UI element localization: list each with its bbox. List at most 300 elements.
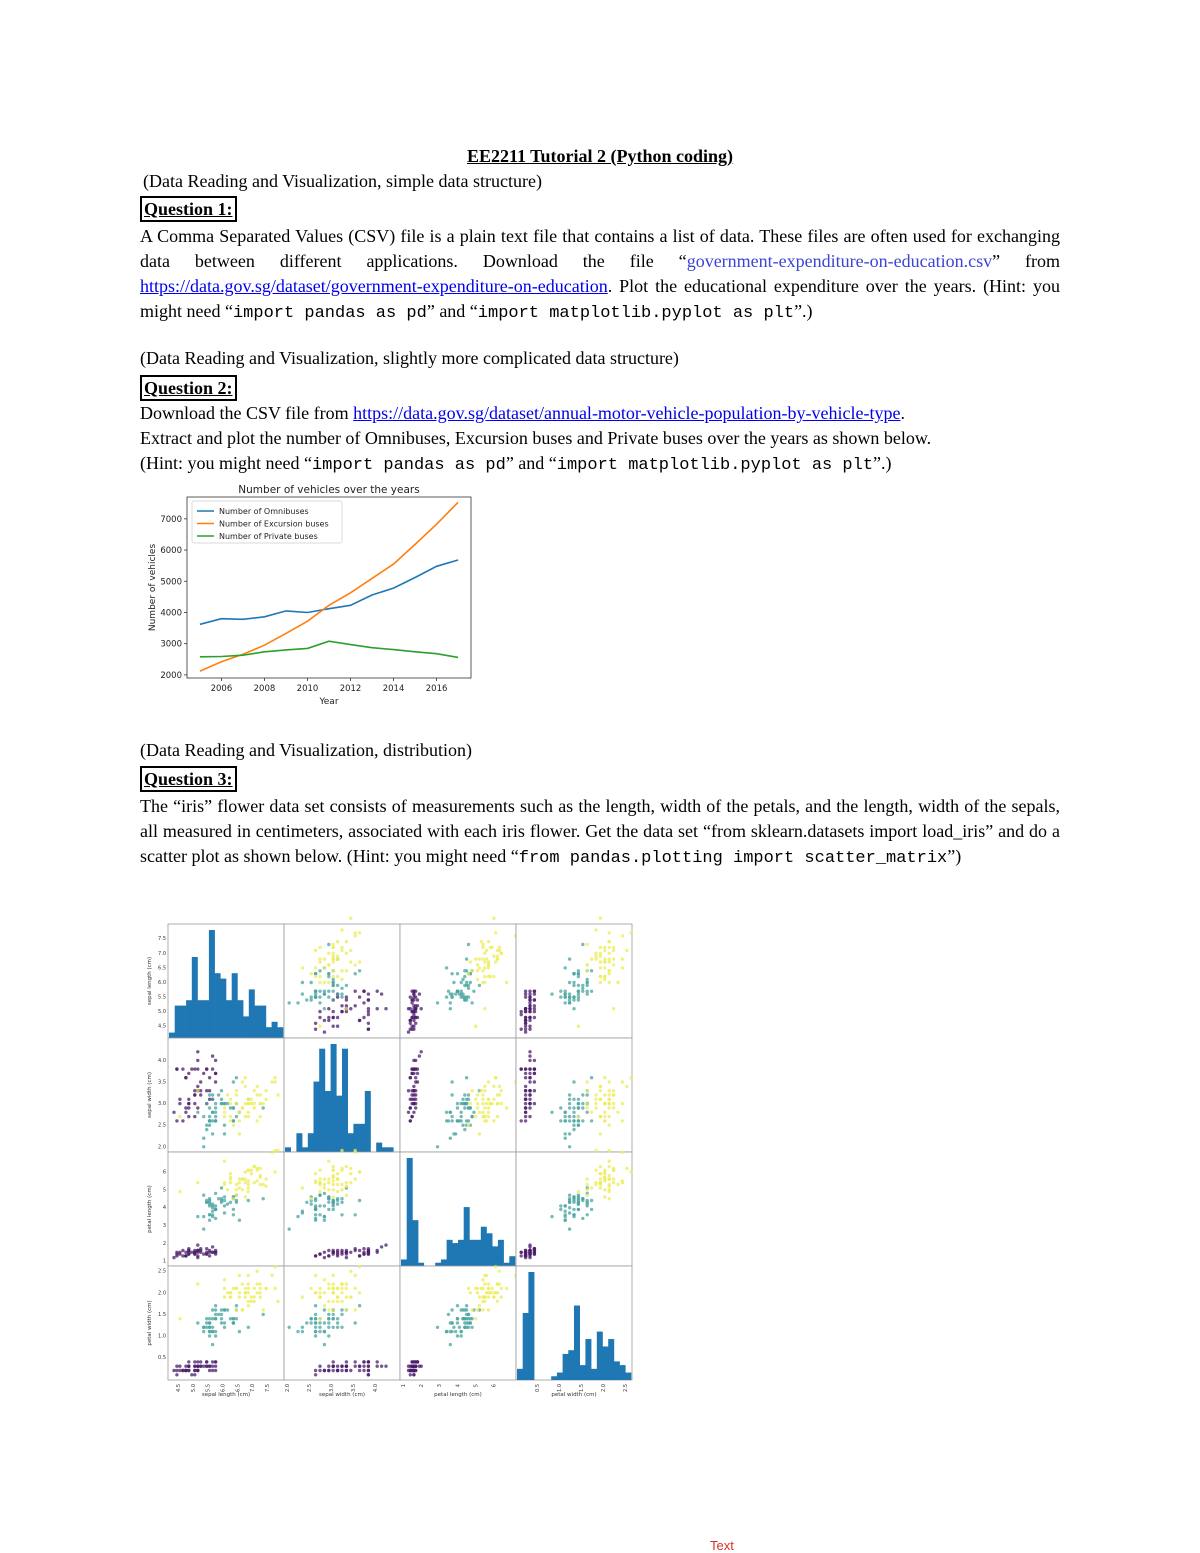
scatter-point	[310, 1202, 313, 1205]
scatter-point	[340, 1369, 343, 1372]
scatter-point	[533, 1059, 536, 1062]
scatter-point	[568, 957, 571, 960]
scatter-point	[250, 1172, 253, 1175]
scatter-point	[410, 998, 413, 1001]
y-tick-label: 6.5	[158, 965, 166, 972]
scatter-point	[244, 1177, 247, 1180]
scatter-point	[564, 1215, 567, 1218]
scatter-point	[524, 1115, 527, 1118]
scatter-point	[336, 955, 339, 958]
scatter-point	[572, 1195, 575, 1198]
scatter-point	[340, 946, 343, 949]
scatter-point	[184, 1251, 187, 1254]
scatter-point	[367, 1360, 370, 1363]
scatter-point	[181, 1254, 184, 1257]
scatter-point	[178, 1102, 181, 1105]
scatter-point	[314, 1213, 317, 1216]
scatter-point	[226, 1202, 229, 1205]
scatter-point	[253, 1287, 256, 1290]
scatter-point	[340, 1365, 343, 1368]
y-tick-label: 2.5	[158, 1122, 166, 1129]
scatter-point	[336, 992, 339, 995]
scatter-point	[217, 1313, 220, 1316]
histogram-bar	[232, 973, 238, 1038]
scatter-point	[327, 1254, 330, 1257]
scatter-point	[208, 1213, 211, 1216]
scatter-point	[608, 931, 611, 934]
scatter-point	[533, 1004, 536, 1007]
histogram-bar	[353, 1124, 359, 1152]
scatter-point	[492, 1291, 495, 1294]
q1-dataset-link[interactable]: https://data.gov.sg/dataset/government-expenditure-on-education	[140, 276, 608, 296]
scatter-point	[612, 1089, 615, 1092]
scatter-point	[190, 1373, 193, 1376]
scatter-point	[603, 1195, 606, 1198]
scatter-point	[496, 1282, 499, 1285]
histogram-bar	[285, 1147, 291, 1152]
scatter-point	[577, 1025, 580, 1028]
y-tick-label: 1.5	[158, 1311, 166, 1318]
scatter-point	[235, 1093, 238, 1096]
scatter-point	[470, 1089, 473, 1092]
scatter-point	[327, 1016, 330, 1019]
scatter-point	[214, 1330, 217, 1333]
scatter-point	[608, 1124, 611, 1127]
scatter-point	[528, 1106, 531, 1109]
scatter-point	[340, 928, 343, 931]
scatter-point	[450, 1080, 453, 1083]
scatter-point	[332, 1202, 335, 1205]
scatter-point	[327, 1177, 330, 1180]
scatter-point	[336, 984, 339, 987]
scatter-point	[332, 1365, 335, 1368]
scatter-point	[310, 1321, 313, 1324]
scatter-point	[301, 1211, 304, 1214]
scatter-point	[327, 963, 330, 966]
scatter-point	[481, 946, 484, 949]
scatter-point	[572, 1115, 575, 1118]
scatter-point	[314, 1028, 317, 1031]
scatter-point	[354, 1360, 357, 1363]
scatter-point	[214, 1369, 217, 1372]
scatter-point	[608, 1089, 611, 1092]
scatter-point	[481, 1093, 484, 1096]
matrix-cell	[284, 917, 400, 1039]
scatter-point	[524, 1030, 527, 1033]
scatter-point	[220, 1089, 223, 1092]
scatter-point	[247, 1282, 250, 1285]
scatter-point	[445, 1330, 448, 1333]
scatter-point	[226, 1093, 229, 1096]
scatter-point	[327, 1282, 330, 1285]
scatter-point	[533, 1067, 536, 1070]
scatter-point	[247, 1287, 250, 1290]
scatter-point	[202, 1326, 205, 1329]
scatter-point	[461, 1308, 464, 1311]
scatter-point	[196, 1181, 199, 1184]
scatter-point	[336, 940, 339, 943]
q1-text: ” and “	[426, 301, 478, 321]
scatter-point	[296, 1330, 299, 1333]
q2-text: ” and “	[505, 453, 557, 473]
scatter-point	[412, 995, 415, 998]
scatter-point	[524, 1102, 527, 1105]
q3-text: The “iris” flower data set consists of measurements such as the length, width of the petals, and the length, width of the sepals, all measured in centimeters, associated with each iris flower. Get the data set “from sklearn.datasets import load_iris” and do a scatter plot as shown below. (Hint: you might need “	[140, 796, 1060, 866]
scatter-point	[323, 1192, 326, 1195]
scatter-point	[505, 1287, 508, 1290]
y-tick-label: 2.0	[158, 1290, 166, 1297]
scatter-point	[524, 1256, 527, 1259]
histogram-bar	[447, 1240, 453, 1266]
scatter-point	[232, 1106, 235, 1109]
scatter-point	[220, 1317, 223, 1320]
scatter-point	[496, 1093, 499, 1096]
scatter-point	[349, 960, 352, 963]
scatter-point	[214, 1111, 217, 1114]
scatter-point	[332, 975, 335, 978]
scatter-point	[533, 1102, 536, 1105]
scatter-point	[492, 1119, 495, 1122]
scatter-point	[211, 1245, 214, 1248]
scatter-point	[599, 975, 602, 978]
histogram-bar	[441, 1259, 447, 1266]
scatter-point	[594, 1149, 597, 1152]
scatter-point	[181, 1119, 184, 1122]
scatter-point	[564, 1119, 567, 1122]
scatter-point	[412, 992, 415, 995]
scatter-point	[205, 1360, 208, 1363]
scatter-point	[528, 1025, 531, 1028]
scatter-point	[340, 987, 343, 990]
scatter-point	[564, 966, 567, 969]
scatter-point	[362, 1360, 365, 1363]
scatter-point	[559, 995, 562, 998]
scatter-point	[241, 1106, 244, 1109]
scatter-point	[445, 1111, 448, 1114]
scatter-point	[581, 987, 584, 990]
scatter-point	[223, 1102, 226, 1105]
scatter-point	[568, 1119, 571, 1122]
scatter-point	[332, 1282, 335, 1285]
scatter-point	[340, 969, 343, 972]
scatter-point	[187, 1365, 190, 1368]
scatter-point	[273, 1170, 276, 1173]
scatter-point	[590, 1111, 593, 1114]
scatter-point	[178, 1369, 181, 1372]
scatter-point	[410, 1115, 413, 1118]
scatter-point	[500, 1295, 503, 1298]
scatter-point	[418, 992, 421, 995]
scatter-point	[327, 975, 330, 978]
scatter-point	[256, 1282, 259, 1285]
scatter-point	[478, 984, 481, 987]
scatter-point	[193, 1369, 196, 1372]
scatter-point	[524, 1085, 527, 1088]
q2-dataset-link[interactable]: https://data.gov.sg/dataset/annual-motor-vehicle-population-by-vehicle-type	[353, 403, 901, 423]
q1-subtitle: (Data Reading and Visualization, simple data structure)	[143, 171, 542, 191]
y-tick-label: 4	[162, 1205, 166, 1212]
scatter-point	[608, 972, 611, 975]
scatter-point	[235, 1076, 238, 1079]
scatter-point	[318, 1326, 321, 1329]
scatter-point	[332, 1274, 335, 1277]
histogram-bar	[175, 1006, 181, 1038]
scatter-point	[314, 1334, 317, 1337]
scatter-point	[586, 1080, 589, 1083]
scatter-point	[456, 1317, 459, 1320]
scatter-point	[223, 1124, 226, 1127]
scatter-point	[489, 946, 492, 949]
scatter-point	[196, 1365, 199, 1368]
scatter-point	[630, 931, 633, 934]
scatter-point	[262, 1106, 265, 1109]
scatter-point	[572, 1119, 575, 1122]
scatter-point	[528, 1054, 531, 1057]
scatter-point	[409, 1022, 412, 1025]
scatter-point	[229, 1291, 232, 1294]
scatter-point	[273, 1265, 276, 1268]
scatter-point	[354, 1287, 357, 1290]
scatter-point	[454, 992, 457, 995]
scatter-point	[452, 1326, 455, 1329]
scatter-point	[496, 949, 499, 952]
scatter-point	[603, 946, 606, 949]
scatter-point	[564, 1219, 567, 1222]
x-tick-label: 2006	[210, 684, 233, 694]
scatter-point	[520, 1067, 523, 1070]
scatter-point	[208, 1330, 211, 1333]
scatter-point	[318, 1016, 321, 1019]
scatter-point	[528, 990, 531, 993]
scatter-point	[208, 1115, 211, 1118]
scatter-point	[318, 1330, 321, 1333]
scatter-point	[214, 1102, 217, 1105]
scatter-point	[262, 1183, 265, 1186]
scatter-point	[238, 1291, 241, 1294]
scatter-point	[208, 1219, 211, 1222]
scatter-point	[564, 992, 567, 995]
x-tick-label: 4.0	[373, 1384, 380, 1392]
scatter-point	[232, 1287, 235, 1290]
scatter-point	[528, 1115, 531, 1118]
scatter-point	[528, 1010, 531, 1013]
scatter-point	[496, 1102, 499, 1105]
scatter-point	[327, 1195, 330, 1198]
scatter-point	[528, 1098, 531, 1101]
scatter-point	[354, 1249, 357, 1252]
scatter-point	[187, 1106, 190, 1109]
scatter-point	[456, 1106, 459, 1109]
scatter-point	[354, 934, 357, 937]
scatter-point	[199, 1365, 202, 1368]
scatter-point	[590, 1119, 593, 1122]
y-tick-label: 7.5	[158, 936, 166, 943]
scatter-point	[528, 1102, 531, 1105]
scatter-point	[175, 1373, 178, 1376]
scatter-point	[581, 1102, 584, 1105]
scatter-point	[358, 1249, 361, 1252]
scatter-point	[414, 1076, 417, 1079]
scatter-point	[572, 981, 575, 984]
scatter-point	[345, 1010, 348, 1013]
scatter-point	[226, 1291, 229, 1294]
scatter-point	[223, 1287, 226, 1290]
scatter-point	[412, 1373, 415, 1376]
legend	[192, 501, 342, 543]
scatter-point	[247, 1291, 250, 1294]
scatter-point	[594, 1098, 597, 1101]
scatter-point	[533, 1247, 536, 1250]
scatter-point	[492, 1098, 495, 1101]
scatter-point	[178, 1365, 181, 1368]
scatter-point	[214, 1208, 217, 1211]
scatter-point	[214, 1119, 217, 1122]
matrix-cell	[400, 1038, 519, 1152]
y-tick-label: 4.0	[158, 1057, 166, 1064]
scatter-point	[528, 1004, 531, 1007]
scatter-point	[327, 1321, 330, 1324]
scatter-point	[229, 1172, 232, 1175]
scatter-point	[362, 1001, 365, 1004]
scatter-point	[208, 1119, 211, 1122]
scatter-point	[581, 984, 584, 987]
q2-code-matplotlib: import matplotlib.pyplot as plt	[556, 456, 874, 475]
scatter-point	[409, 995, 412, 998]
histogram-bar	[620, 1365, 626, 1380]
scatter-point	[533, 998, 536, 1001]
scatter-point	[414, 1102, 417, 1105]
scatter-point	[362, 1252, 365, 1255]
scatter-point	[416, 998, 419, 1001]
scatter-point	[409, 1098, 412, 1101]
histogram-bar	[272, 1022, 278, 1038]
scatter-point	[226, 1102, 229, 1105]
scatter-point	[500, 1102, 503, 1105]
scatter-point	[196, 1360, 199, 1363]
histogram-bar	[359, 1124, 365, 1152]
x-tick-label: 2008	[253, 684, 276, 694]
scatter-point	[476, 978, 479, 981]
scatter-point	[358, 969, 361, 972]
scatter-point	[564, 1001, 567, 1004]
scatter-point	[476, 1308, 479, 1311]
scatter-point	[310, 1287, 313, 1290]
scatter-point	[476, 1102, 479, 1105]
scatter-point	[572, 984, 575, 987]
scatter-point	[327, 952, 330, 955]
scatter-point	[467, 1093, 470, 1096]
scatter-point	[414, 1089, 417, 1092]
scatter-point	[211, 1369, 214, 1372]
scatter-point	[208, 1365, 211, 1368]
scatter-point	[305, 1321, 308, 1324]
scatter-point	[533, 992, 536, 995]
scatter-point	[336, 1177, 339, 1180]
scatter-point	[196, 1085, 199, 1088]
scatter-point	[332, 952, 335, 955]
scatter-point	[460, 992, 463, 995]
scatter-point	[220, 1308, 223, 1311]
scatter-point	[288, 1326, 291, 1329]
scatter-point	[314, 966, 317, 969]
scatter-point	[205, 1201, 208, 1204]
scatter-point	[599, 1098, 602, 1101]
scatter-point	[376, 1007, 379, 1010]
scatter-point	[564, 1111, 567, 1114]
scatter-point	[465, 1304, 468, 1307]
scatter-point	[327, 1019, 330, 1022]
scatter-point	[264, 1287, 267, 1290]
scatter-point	[314, 1179, 317, 1182]
scatter-point	[318, 960, 321, 963]
q2-text: .	[900, 403, 905, 423]
scatter-point	[323, 1308, 326, 1311]
q3-paragraph	[140, 794, 1060, 871]
scatter-point	[412, 1067, 415, 1070]
scatter-point	[465, 981, 468, 984]
scatter-point	[487, 1282, 490, 1285]
scatter-point	[581, 1093, 584, 1096]
scatter-point	[608, 1177, 611, 1180]
scatter-point	[193, 1067, 196, 1070]
scatter-point	[410, 1093, 413, 1096]
scatter-point	[449, 1137, 452, 1140]
scatter-point	[196, 1249, 199, 1252]
scatter-point	[318, 1194, 321, 1197]
scatter-point	[568, 1115, 571, 1118]
scatter-point	[603, 960, 606, 963]
scatter-point	[416, 1004, 419, 1007]
scatter-point	[301, 1295, 304, 1298]
scatter-point	[608, 946, 611, 949]
scatter-point	[327, 1326, 330, 1329]
x-tick-label: 1	[400, 1384, 407, 1388]
scatter-point	[247, 1199, 250, 1202]
scatter-point	[323, 990, 326, 993]
scatter-point	[199, 1080, 202, 1083]
x-tick-label: 3	[437, 1384, 444, 1388]
y-tick-label: 1.0	[158, 1333, 166, 1340]
scatter-point	[528, 1080, 531, 1083]
scatter-point	[349, 1181, 352, 1184]
scatter-point	[244, 1295, 247, 1298]
scatter-point	[187, 1252, 190, 1255]
scatter-point	[340, 1010, 343, 1013]
scatter-point	[349, 949, 352, 952]
scatter-point	[452, 1132, 455, 1135]
scatter-point	[354, 1308, 357, 1311]
scatter-point	[496, 955, 499, 958]
scatter-point	[238, 1295, 241, 1298]
x-tick-label: 3.0	[329, 1384, 336, 1392]
scatter-point	[323, 1019, 326, 1022]
y-tick-label: 3.0	[158, 1101, 166, 1108]
scatter-point	[581, 943, 584, 946]
scatter-point	[572, 1208, 575, 1211]
scatter-point	[469, 981, 472, 984]
scatter-point	[199, 1093, 202, 1096]
scatter-point	[232, 1119, 235, 1122]
scatter-point	[318, 1204, 321, 1207]
scatter-point	[327, 1365, 330, 1368]
scatter-point	[296, 1215, 299, 1218]
scatter-point	[528, 992, 531, 995]
histogram-bar	[563, 1354, 569, 1380]
scatter-point	[465, 1308, 468, 1311]
scatter-point	[214, 1059, 217, 1062]
scatter-point	[211, 1317, 214, 1320]
scatter-point	[520, 1028, 523, 1031]
